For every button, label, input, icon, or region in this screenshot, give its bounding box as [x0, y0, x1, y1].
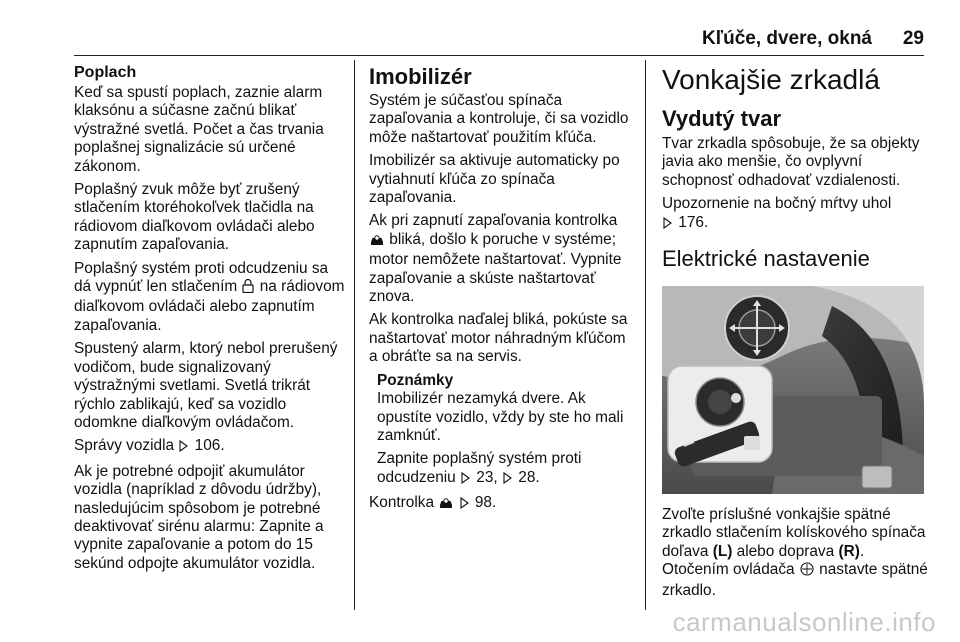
- page-reference-icon: [461, 471, 471, 489]
- section-heading-imobilizer: Imobilizér: [369, 64, 472, 89]
- paragraph: Zvoľte príslušné vonkajšie spätné zrkadlo stlačením kolískového spínača doľava (L) alebo doprava (R). Otočením ovládača nastavte spätné zrkadlo.: [662, 506, 928, 599]
- right-label: (R): [838, 542, 860, 560]
- lock-icon: [242, 278, 254, 298]
- paragraph: Spustený alarm, ktorý nebol prerušený vodičom, bude signalizovaný výstražnými svetlami. Svetlá trikrát rýchlo zablikajú, keď sa vozidlo odomkne diaľkovým ovládačom.: [74, 340, 338, 431]
- left-label: (L): [712, 542, 733, 560]
- paragraph: Správy vozidla 106.: [74, 437, 346, 457]
- chapter-title: Kľúče, dvere, okná: [702, 28, 872, 49]
- page-reference[interactable]: 23,: [476, 468, 498, 486]
- page-reference[interactable]: 106.: [194, 437, 225, 455]
- paragraph: Tvar zrkadla spôsobuje, že sa objekty javia ako menšie, čo ovplyvní schopnosť odhadovať vzdialenosti.: [662, 135, 920, 189]
- column-middle: [369, 64, 635, 520]
- page-reference[interactable]: 176.: [678, 213, 709, 231]
- section-heading-poplach: Poplach: [74, 64, 137, 81]
- column-right: [662, 62, 928, 605]
- note-box: [369, 372, 635, 489]
- column-divider-1: [354, 60, 355, 610]
- watermark: carmanualsonline.info: [672, 607, 936, 637]
- page-reference-icon: [460, 496, 470, 514]
- paragraph: Ak je potrebné odpojiť akumulátor vozidla (napríklad z dôvodu údržby), nasledujúcim spôsobom je potrebné deaktivovať sirénu alarmu: Zapnite a vypnite zapaľovanie a potom do 15 sekúnd odpojte akumulátor vozidla.: [74, 462, 324, 572]
- page-reference[interactable]: 28.: [518, 468, 540, 486]
- paragraph: Imobilizér sa aktivuje automaticky po vytiahnutí kľúča zo spínača zapaľovania.: [369, 152, 620, 207]
- paragraph: Kontrolka 98.: [369, 494, 635, 514]
- page-reference-icon: [663, 216, 673, 234]
- paragraph: Poplašný zvuk môže byť zrušený stlačením ktoréhokoľvek tlačidla na rádiovom diaľkovom ovládači alebo zapnutím zapaľovania.: [74, 181, 315, 254]
- page-number: 29: [902, 28, 924, 49]
- paragraph: Systém je súčasťou spínača zapaľovania a kontroluje, či sa vozidlo môže naštartovať použitím kľúča.: [369, 92, 629, 146]
- paragraph: Ak kontrolka naďalej bliká, pokúste sa naštartovať motor náhradným kľúčom a obráťte sa na servis.: [369, 311, 628, 366]
- paragraph: Keď sa spustí poplach, zaznie alarm klaksónu a súčasne začnú blikať výstražné svetlá. Počet a čas trvania poplašnej signalizácie sú určené zákonom.: [74, 84, 324, 175]
- header-rule: [74, 55, 924, 56]
- page-header: [0, 28, 960, 58]
- note-paragraph: Zapnite poplašný systém proti odcudzeniu 23, 28.: [377, 450, 635, 489]
- note-paragraph: Imobilizér nezamyká dvere. Ak opustíte vozidlo, vždy by ste ho mali zamknúť.: [377, 390, 624, 444]
- paragraph: Poplašný systém proti odcudzeniu sa dá vypnúť len stlačením na rádiovom diaľkovom ovládači alebo zapnutím zapaľovania.: [74, 259, 345, 334]
- paragraph: Ak pri zapnutí zapaľovania kontrolka bliká, došlo k poruche v systéme; motor nemôžete naštartovať. Vypnite zapaľovanie a skúste naštartovať znova.: [369, 212, 622, 306]
- car-key-warning-icon: [439, 496, 453, 514]
- column-divider-2: [645, 60, 646, 610]
- mirror-control-photo: [662, 286, 924, 494]
- page-reference[interactable]: 98.: [474, 494, 497, 512]
- note-title: Poznámky: [377, 371, 454, 389]
- page-reference-icon: [503, 471, 513, 489]
- mirror-adjust-icon: [800, 562, 814, 581]
- paragraph: Upozornenie na bočný mŕtvy uhol 176.: [662, 195, 928, 234]
- page-reference-icon: [179, 439, 189, 457]
- subsection-heading-elektricke-nastavenie: Elektrické nastavenie: [662, 246, 870, 272]
- column-left: [74, 64, 346, 578]
- car-key-warning-icon: [370, 233, 384, 251]
- subsection-heading-vyduty-tvar: Vydutý tvar: [662, 106, 782, 131]
- section-title-vonkajsie-zrkadla: Vonkajšie zrkadlá: [662, 64, 880, 95]
